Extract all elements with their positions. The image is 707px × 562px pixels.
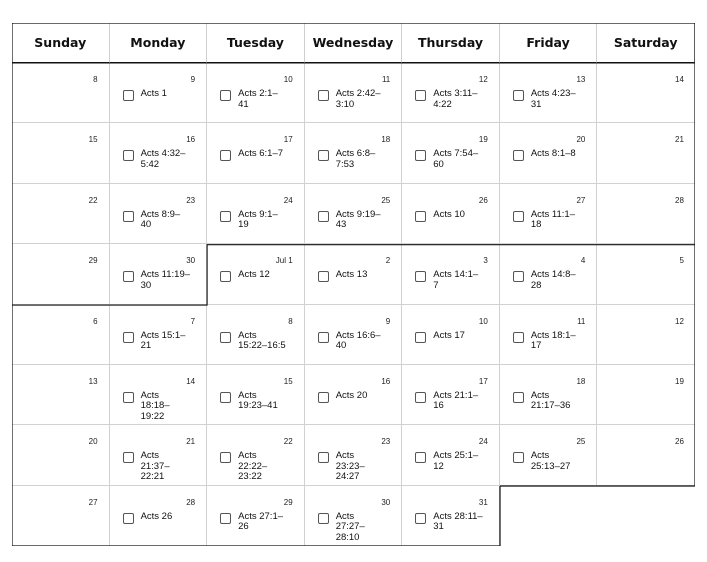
reading-checkbox[interactable] xyxy=(220,271,231,282)
day-number: 2 xyxy=(385,256,391,266)
day-cell xyxy=(12,123,110,183)
reading-task[interactable] xyxy=(513,451,581,472)
day-cell xyxy=(597,305,695,365)
reading-task[interactable] xyxy=(220,210,288,231)
reading-checkbox[interactable] xyxy=(513,392,524,403)
day-number: 29 xyxy=(88,256,98,266)
day-number: 27 xyxy=(576,195,586,205)
reading-checkbox[interactable] xyxy=(220,332,231,343)
day-number: 28 xyxy=(186,497,196,507)
reading-checkbox[interactable] xyxy=(318,271,329,282)
reading-checkbox[interactable] xyxy=(318,513,329,524)
day-number: 6 xyxy=(93,316,98,326)
reading-checkbox[interactable] xyxy=(415,271,426,282)
day-number: 30 xyxy=(381,497,391,507)
day-cell xyxy=(402,123,500,183)
day-number: 10 xyxy=(478,316,488,326)
reading-checkbox[interactable] xyxy=(220,513,231,524)
day-number: 10 xyxy=(283,75,293,84)
reading-checkbox[interactable] xyxy=(318,452,329,463)
weekday-header-friday: Friday xyxy=(500,23,598,63)
reading-label: Acts 20 xyxy=(335,389,368,401)
reading-label: Acts 1 xyxy=(140,88,167,99)
day-number: 23 xyxy=(186,195,196,205)
day-number: 15 xyxy=(88,135,98,145)
reading-label: Acts 25:1–12 xyxy=(433,450,479,472)
reading-task[interactable] xyxy=(318,451,386,483)
reading-label: Acts 19:23–41 xyxy=(238,389,278,412)
reading-checkbox[interactable] xyxy=(415,90,426,101)
day-cell xyxy=(110,486,208,546)
day-cell xyxy=(110,123,208,183)
reading-label: Acts 21:17–36 xyxy=(530,389,571,412)
day-number: 29 xyxy=(283,497,293,507)
reading-task[interactable] xyxy=(123,331,191,352)
day-number: 27 xyxy=(88,497,98,507)
day-cell xyxy=(402,63,500,123)
day-cell xyxy=(305,486,403,546)
reading-label: Acts 9:19–43 xyxy=(335,208,381,231)
day-cell xyxy=(402,244,500,304)
day-cell xyxy=(12,305,110,365)
reading-checkbox[interactable] xyxy=(220,392,231,403)
reading-checkbox[interactable] xyxy=(318,90,329,101)
day-number: 28 xyxy=(675,195,684,205)
day-number: 15 xyxy=(283,376,293,386)
weekday-header-wednesday: Wednesday xyxy=(305,23,403,63)
reading-label: Acts 26 xyxy=(140,510,173,522)
reading-checkbox[interactable] xyxy=(415,452,426,463)
day-cell xyxy=(110,63,208,123)
reading-label: Acts 23:23–24:27 xyxy=(335,450,365,483)
reading-task[interactable] xyxy=(123,451,191,483)
day-cell xyxy=(110,425,208,485)
day-number: 14 xyxy=(675,75,684,84)
reading-task[interactable] xyxy=(318,331,386,352)
day-number: 30 xyxy=(186,256,196,266)
reading-task[interactable] xyxy=(123,391,191,423)
reading-label: Acts 4:32–5:42 xyxy=(140,148,186,170)
day-cell xyxy=(305,244,403,304)
day-number: 13 xyxy=(88,376,98,386)
reading-label: Acts 28:11–31 xyxy=(433,510,483,533)
day-cell xyxy=(12,184,110,244)
reading-checkbox[interactable] xyxy=(123,452,134,463)
day-number: 21 xyxy=(675,135,684,145)
reading-task[interactable] xyxy=(318,512,386,544)
reading-task[interactable] xyxy=(415,451,483,472)
day-cell xyxy=(305,425,403,485)
reading-label: Acts 11:19–30 xyxy=(140,269,191,291)
reading-task[interactable] xyxy=(415,270,483,291)
day-cell xyxy=(500,123,598,183)
day-number: 22 xyxy=(283,437,293,447)
reading-label: Acts 27:27–28:10 xyxy=(335,510,365,543)
day-number: 12 xyxy=(675,316,684,326)
reading-label: Acts 3:11–4:22 xyxy=(433,88,478,110)
day-number: 19 xyxy=(675,376,684,386)
reading-task[interactable] xyxy=(220,512,288,533)
day-cell xyxy=(305,365,403,425)
day-cell xyxy=(500,425,598,485)
day-number: 13 xyxy=(576,75,586,84)
day-cell xyxy=(207,123,305,183)
day-number: 18 xyxy=(381,135,391,145)
empty-day-cell xyxy=(500,486,598,546)
reading-label: Acts 18:1–17 xyxy=(530,329,576,351)
day-cell xyxy=(305,184,403,244)
day-cell xyxy=(500,63,598,123)
day-cell xyxy=(110,365,208,425)
reading-task[interactable] xyxy=(513,270,581,291)
day-number: 11 xyxy=(577,316,586,326)
day-cell xyxy=(207,425,305,485)
day-number: 17 xyxy=(283,135,293,145)
reading-task[interactable] xyxy=(318,391,386,403)
day-cell xyxy=(207,244,305,304)
reading-task[interactable] xyxy=(513,391,581,412)
day-number: 14 xyxy=(186,376,196,386)
day-number: 23 xyxy=(381,437,391,447)
reading-label: Acts 8:1–8 xyxy=(530,148,576,160)
empty-day-cell xyxy=(597,486,695,546)
reading-checkbox[interactable] xyxy=(513,271,524,282)
day-cell xyxy=(207,305,305,365)
reading-checkbox[interactable] xyxy=(123,392,134,403)
reading-task[interactable] xyxy=(220,270,288,282)
reading-task[interactable] xyxy=(415,331,483,343)
day-cell xyxy=(402,425,500,485)
reading-task[interactable] xyxy=(220,89,288,110)
reading-label: Acts 27:1–26 xyxy=(238,510,284,533)
day-number: 21 xyxy=(186,437,196,447)
reading-label: Acts 14:8–28 xyxy=(530,269,576,291)
reading-checkbox[interactable] xyxy=(220,452,231,463)
day-cell xyxy=(207,63,305,123)
reading-checkbox[interactable] xyxy=(318,332,329,343)
reading-label: Acts 12 xyxy=(238,269,270,281)
reading-task[interactable] xyxy=(318,210,386,231)
day-cell xyxy=(500,184,598,244)
day-number: 26 xyxy=(478,195,488,205)
reading-task[interactable] xyxy=(123,149,191,170)
calendar-grid xyxy=(12,23,695,546)
reading-checkbox[interactable] xyxy=(513,452,524,463)
reading-checkbox[interactable] xyxy=(220,150,231,161)
reading-label: Acts 11:1–18 xyxy=(530,208,575,231)
day-number: 22 xyxy=(88,195,98,205)
day-number: 16 xyxy=(186,135,196,145)
reading-checkbox[interactable] xyxy=(318,392,329,403)
day-cell xyxy=(12,63,110,123)
reading-label: Acts 22:22–23:22 xyxy=(238,450,268,483)
day-cell xyxy=(402,305,500,365)
reading-label: Acts 17 xyxy=(433,329,465,341)
day-cell xyxy=(597,63,695,123)
reading-task[interactable] xyxy=(123,270,191,291)
day-number: 17 xyxy=(478,376,488,386)
day-cell xyxy=(12,486,110,546)
day-cell xyxy=(500,365,598,425)
day-cell xyxy=(597,184,695,244)
day-number: 18 xyxy=(576,376,586,386)
reading-label: Acts 9:1–19 xyxy=(238,208,278,231)
day-number: 8 xyxy=(288,316,293,326)
reading-task[interactable] xyxy=(220,451,288,483)
reading-checkbox[interactable] xyxy=(513,90,524,101)
day-cell xyxy=(500,244,598,304)
day-cell xyxy=(500,305,598,365)
reading-label: Acts 25:13–27 xyxy=(530,450,571,472)
reading-checkbox[interactable] xyxy=(123,513,134,524)
reading-task[interactable] xyxy=(415,391,483,412)
reading-task[interactable] xyxy=(513,89,581,110)
reading-task[interactable] xyxy=(318,149,386,170)
reading-checkbox[interactable] xyxy=(513,211,524,222)
reading-task[interactable] xyxy=(415,149,483,170)
day-cell xyxy=(305,123,403,183)
weekday-header-tuesday: Tuesday xyxy=(207,23,305,63)
day-number: 5 xyxy=(679,256,684,266)
reading-label: Acts 7:54–60 xyxy=(433,148,479,170)
day-number: 31 xyxy=(478,497,488,507)
reading-calendar xyxy=(12,23,695,546)
reading-task[interactable] xyxy=(415,210,483,222)
day-number: 3 xyxy=(483,256,488,266)
reading-checkbox[interactable] xyxy=(123,332,134,343)
day-cell xyxy=(305,63,403,123)
day-cell xyxy=(207,184,305,244)
day-number: 20 xyxy=(576,135,586,145)
day-cell xyxy=(597,123,695,183)
day-cell xyxy=(597,244,695,304)
reading-checkbox[interactable] xyxy=(513,332,524,343)
reading-label: Acts 15:1–21 xyxy=(140,329,186,351)
reading-task[interactable] xyxy=(513,331,581,352)
day-cell xyxy=(402,365,500,425)
day-cell xyxy=(12,425,110,485)
day-number: 4 xyxy=(580,256,586,266)
day-number: 24 xyxy=(283,195,293,205)
reading-checkbox[interactable] xyxy=(220,211,231,222)
day-number: 9 xyxy=(385,316,391,326)
reading-checkbox[interactable] xyxy=(415,332,426,343)
day-cell xyxy=(597,365,695,425)
day-number: 24 xyxy=(478,437,488,447)
reading-label: Acts 8:9–40 xyxy=(140,208,181,231)
reading-task[interactable] xyxy=(220,149,288,161)
day-number: Jul 1 xyxy=(275,256,293,266)
reading-label: Acts 16:6–40 xyxy=(335,329,381,351)
day-number: 25 xyxy=(381,195,391,205)
weekday-header-monday: Monday xyxy=(110,23,208,63)
reading-checkbox[interactable] xyxy=(415,211,426,222)
reading-checkbox[interactable] xyxy=(415,392,426,403)
reading-checkbox[interactable] xyxy=(513,150,524,161)
reading-checkbox[interactable] xyxy=(123,211,134,222)
weekday-header-saturday: Saturday xyxy=(597,23,695,63)
weekday-header-thursday: Thursday xyxy=(402,23,500,63)
day-number: 20 xyxy=(88,437,98,447)
reading-label: Acts 21:1–16 xyxy=(433,389,479,412)
reading-task[interactable] xyxy=(415,512,483,533)
day-cell xyxy=(207,486,305,546)
day-number: 9 xyxy=(190,75,196,84)
reading-label: Acts 13 xyxy=(335,269,368,281)
reading-task[interactable] xyxy=(123,512,191,524)
reading-task[interactable] xyxy=(220,391,288,412)
day-number: 16 xyxy=(381,376,391,386)
day-number: 12 xyxy=(478,75,488,84)
reading-label: Acts 2:1–41 xyxy=(238,88,278,110)
day-number: 19 xyxy=(478,135,488,145)
reading-checkbox[interactable] xyxy=(415,513,426,524)
day-cell xyxy=(402,486,500,546)
reading-task[interactable] xyxy=(318,89,386,110)
reading-label: Acts 6:1–7 xyxy=(238,148,284,160)
day-cell xyxy=(207,365,305,425)
reading-task[interactable] xyxy=(318,270,386,282)
reading-checkbox[interactable] xyxy=(123,271,134,282)
reading-label: Acts 14:1–7 xyxy=(433,269,479,291)
reading-checkbox[interactable] xyxy=(318,150,329,161)
reading-checkbox[interactable] xyxy=(123,90,134,101)
day-number: 11 xyxy=(381,75,391,84)
reading-checkbox[interactable] xyxy=(415,150,426,161)
reading-checkbox[interactable] xyxy=(123,150,134,161)
day-number: 25 xyxy=(576,437,586,447)
reading-checkbox[interactable] xyxy=(220,90,231,101)
reading-label: Acts 6:8–7:53 xyxy=(335,148,376,170)
day-cell xyxy=(597,425,695,485)
reading-task[interactable] xyxy=(513,210,581,231)
reading-label: Acts 4:23–31 xyxy=(530,88,576,110)
reading-task[interactable] xyxy=(123,89,191,101)
reading-task[interactable] xyxy=(415,89,483,110)
reading-task[interactable] xyxy=(220,331,288,352)
day-cell xyxy=(402,184,500,244)
reading-task[interactable] xyxy=(513,149,581,161)
day-cell xyxy=(305,305,403,365)
day-cell xyxy=(110,184,208,244)
reading-label: Acts 15:22–16:5 xyxy=(238,329,286,351)
reading-label: Acts 21:37–22:21 xyxy=(140,450,170,483)
reading-task[interactable] xyxy=(123,210,191,231)
reading-checkbox[interactable] xyxy=(318,211,329,222)
day-cell xyxy=(110,305,208,365)
reading-label: Acts 2:42–3:10 xyxy=(335,88,381,110)
day-number: 8 xyxy=(93,75,98,84)
day-cell xyxy=(110,244,208,304)
reading-label: Acts 18:18–19:22 xyxy=(140,389,170,422)
day-cell xyxy=(12,244,110,304)
day-number: 7 xyxy=(190,316,196,326)
reading-label: Acts 10 xyxy=(433,208,465,220)
day-cell xyxy=(12,365,110,425)
day-number: 26 xyxy=(675,437,684,447)
weekday-header-sunday: Sunday xyxy=(12,23,110,63)
